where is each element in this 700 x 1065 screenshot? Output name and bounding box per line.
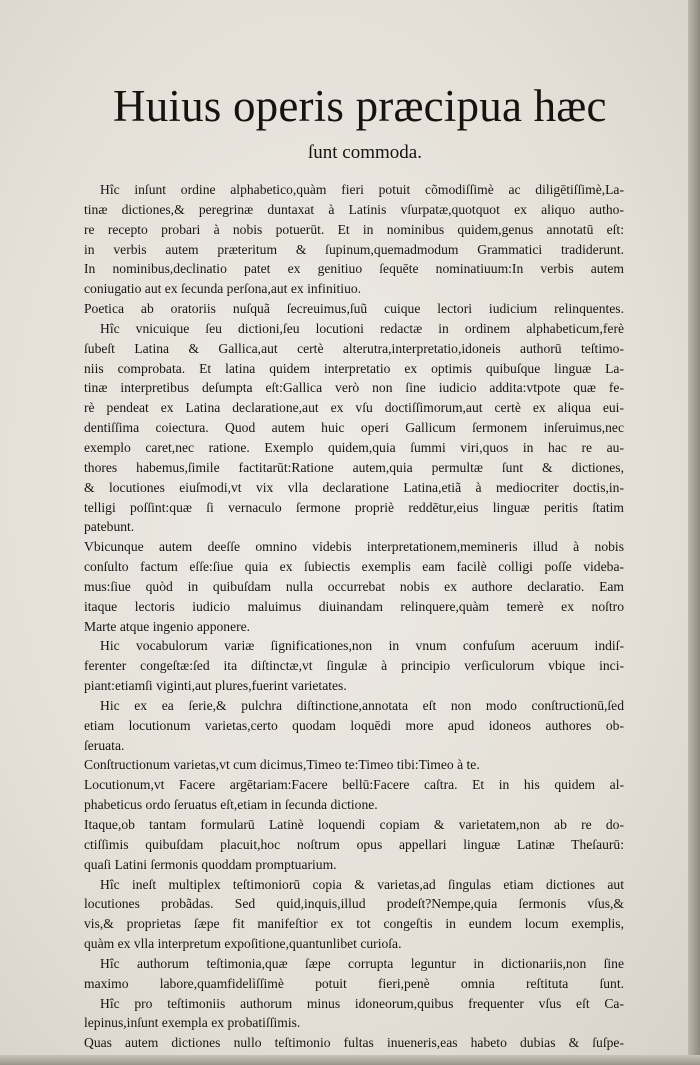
text-line: quaſi Latini ſermonis quoddam promptuarium. xyxy=(84,856,337,872)
text-line: Locutionum,vt Facere argētariam:Facere bellū:Facere caſtra. Et in his quidem al- xyxy=(84,777,624,793)
text-line: itaque lectoris iudicio maluimus diuinandam relinquere,quàm temerè ex noſtro xyxy=(84,598,624,614)
text-line: thores habemus,ſimile factitarūt:Ratione autem,quia permultæ ſunt & dictiones, xyxy=(84,459,624,475)
page-edge-right xyxy=(688,0,700,1065)
text-line: ferenter congeſtæ:ſed ita diſtinctæ,vt ſingulæ à principio verſiculorum vbique inci- xyxy=(84,658,624,674)
page-subtitle: ſunt commoda. xyxy=(308,142,422,163)
text-line: coniugatio aut ex ſecunda perſona,aut ex infinitiuo. xyxy=(84,281,362,297)
text-line: phabeticus ordo ſeruatus eſt,etiam in ſecunda dictione. xyxy=(84,797,378,813)
text-line: mus:ſiue quòd in quibuſdam nulla occurrebat nobis ex authore declaratio. Eam xyxy=(84,578,624,594)
text-line: ctiſſimis quibuſdam placuit,hoc noſtrum opus appellari linguæ Latinæ Theſaurū: xyxy=(84,836,624,852)
text-line: Poetica ab oratoriis nuſquã ſecreuimus,ſuũ cuique lectori iudicium relinquentes. xyxy=(84,301,624,317)
text-line: tinæ dictiones,& peregrinæ duntaxat à Latinis vſurpatæ,quotquot ex aliquo autho- xyxy=(84,201,624,217)
text-line: Conſtructionum varietas,vt cum dicimus,Timeo te:Timeo tibi:Timeo à te. xyxy=(84,757,480,773)
text-line: niis comprobata. Et latina quidem interpretatio ex optimis quibuſque linguæ La- xyxy=(84,360,624,376)
text-line: ſeruata. xyxy=(84,737,125,753)
page-title: Huius operis præcipua hæc xyxy=(113,81,607,131)
text-line: conſulto factum eſſe:ſiue quia ex ſubiectis exemplis eam facilè colligi poſſe videba- xyxy=(84,559,624,575)
text-line: Hîc inſunt ordine alphabetico,quàm fieri potuit cõmodiſſimè ac diligētiſſimè,La- xyxy=(100,182,624,197)
text-line: locutiones probãdas. Sed quid,inquis,illud prodeſt?Nempe,quia ſermonis vſus,& xyxy=(84,896,624,912)
text-line: etiam locutionum varietas,certo quodam loquēdi more apud idoneos authores ob- xyxy=(84,717,624,733)
text-line: tinæ interpretibus deſumpta eſt:Gallica verò non ſine iudicio addita:vtpote quæ fe- xyxy=(84,380,624,396)
text-line: quàm ex vlla interpretum expoſitione,quantunlibet curioſa. xyxy=(84,936,402,952)
text-line: Itaque,ob tantam formularū Latinè loquendi copiam & varietatem,non ab re do- xyxy=(84,817,624,832)
text-line: In nominibus,declinatio patet ex genitiuo ſequēte nominatiuum:In verbis autem xyxy=(84,261,624,277)
text-line: vis,& proprietas ſæpe fit manifeſtior ex tot congeſtis in eundem locum exemplis, xyxy=(84,916,624,932)
page-edge-bottom xyxy=(0,1055,700,1065)
text-line: telligi poſſint:quæ ſi vernaculo ſermone propriè reddētur,eius linguæ peritis ſtatim xyxy=(84,499,624,515)
body-text xyxy=(84,180,624,1053)
text-line: Hic ex ea ſerie,& pulchra diſtinctione,annotata eſt non modo conſtructionū,ſed xyxy=(100,697,624,713)
text-line: rè pendeat ex Latina declaratione,aut ex vſu doctiſſimorum,aut certè ex aliqua eui- xyxy=(84,400,624,416)
text-line: Hîc authorum teſtimonia,quæ ſæpe corrupta leguntur in dictionariis,non ſine xyxy=(100,955,624,971)
text-line: lepinus,inſunt exempla ex probatiſſimis. xyxy=(84,1015,301,1031)
text-line: Hic vocabulorum variæ ſignificationes,non in vnum confuſum aceruum indiſ- xyxy=(100,638,624,654)
text-line: patebunt. xyxy=(84,519,135,535)
text-line: Hîc ineſt multiplex teſtimoniorū copia & varietas,ad ſingulas etiam dictiones aut xyxy=(100,876,624,892)
text-line: ſubeſt Latina & Gallica,aut certè alterutra,interpretatio,idoneis authorū teſtimo- xyxy=(84,340,624,356)
text-line: re recepto probari à nobis potuerūt. Et in nominibus quidem,genus annotatū eſt: xyxy=(84,221,624,237)
text-line: in verbis autem præteritum & ſupinum,quemadmodum Grammatici tradiderunt. xyxy=(84,241,624,257)
text-line: Hîc pro teſtimoniis authorum minus idoneorum,quibus frequenter vſus eſt Ca- xyxy=(100,995,624,1011)
text-line: exemplo caret,nec ratione. Exemplo quidem,quia ſummi viri,quos in hac re au- xyxy=(84,439,624,455)
text-line: piant:etiamſi viginti,aut plures,fuerint varietates. xyxy=(84,678,347,694)
text-line: Quas autem dictiones nullo teſtimonio fultas inueneris,eas habeto dubias & ſuſpe- xyxy=(84,1035,624,1051)
text-line: Vbicunque autem deeſſe omnino videbis interpretationem,memineris illud à nobis xyxy=(84,539,624,555)
text-line: Hîc vnicuique ſeu dictioni,ſeu locutioni redactæ in ordinem alphabeticum,ferè xyxy=(100,320,624,336)
text-line: dentiſſima coiectura. Quod autem huic operi Gallicum ſermonem inſeruimus,nec xyxy=(84,420,624,436)
text-line: & locutiones eiuſmodi,vt vix vlla declaratione Latina,etiã à mediocriter doctis,in- xyxy=(84,479,624,495)
text-line: Marte atque ingenio apponere. xyxy=(84,618,251,634)
text-line: maximo labore,quamfidelìſſimè potuit fieri,penè omnia reſtituta ſunt. xyxy=(84,975,624,991)
